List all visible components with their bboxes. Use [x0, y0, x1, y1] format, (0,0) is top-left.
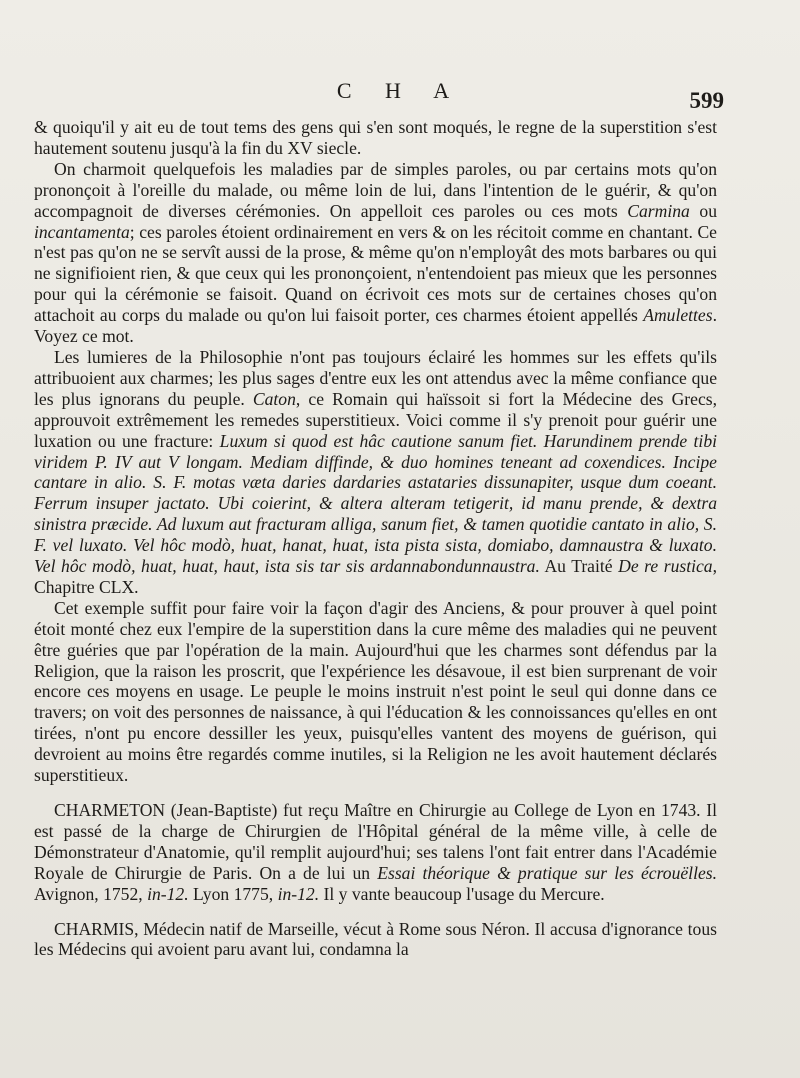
text-run: Au Traité: [539, 556, 619, 577]
work-title: De re rustica: [618, 556, 713, 577]
text-run: , ce Romain qui haïssoit si fort la Médecine des Grecs, approuvoit extrêmement les remedes superstitieux. Voici comme il s'y prenoit pour guérir une luxation ou une fracture:: [34, 388, 718, 451]
term-carmina: Carmina: [627, 200, 690, 221]
format: in-12.: [277, 883, 320, 904]
text-run: Il y vante beaucoup l'usage du Mercure.: [319, 883, 605, 904]
entry-charmeton: [34, 800, 717, 905]
text-run: ; ces paroles étoient ordinairement en vers & on les récitoit comme en chantant. Ce n'est pas qu'on ne se servît aussi de la prose, & même qu'on n'employât des mots barbares ou qui ne signifioient rien, & que ceux qui les prononçoient, n'entendoient pas mieux que les personnes pour qui la cérémonie se faisoit. Quand on écrivoit ces mots sur de certaines choses qu'on attachoit au corps du malade ou qu'on lui faisoit porter, ces charmes étoient appellés: [34, 221, 717, 326]
page-number: 599: [689, 88, 724, 113]
page-header: [0, 78, 800, 113]
name-caton: Caton: [252, 388, 296, 409]
paragraph-charms-words: [34, 159, 717, 347]
text-run: Les lumieres de la Philosophie n'ont pas toujours éclairé les hommes sur les effets qu'ils attribuoient aux charmes; les plus sages d'entre eux les ont attendus avec la même confiance que les plus ignorans du peuple.: [34, 346, 717, 409]
text-run: . Voyez ce mot.: [34, 305, 717, 347]
text-run: CHARMETON (Jean-Baptiste) fut reçu Maître en Chirurgie au College de Lyon en 1743. Il est passé de la charge de Chirurgien de l'Hôpital général de la même ville, à celle de Démonstrateur d'Anatomie, qu'il remplit aujourd'hui; ses talens l'ont fait entrer dans l'Académie Royale de Chirurgie de Paris. On a de lui un: [34, 800, 717, 883]
paragraph-superstition: Cet exemple suffit pour faire voir la façon d'agir des Anciens, & pour prouver à quel point étoit monté chez eux l'empire de la superstition dans la cure même des maladies qui ne peuvent être guéries que par l'opération de la main. Aujourd'hui que les charmes sont défendus par la Religion, que la raison les proscrit, que l'expérience les désavoue, il est bien surprenant de voir encore ces moyens en usage. Le peuple le moins instruit n'est point le seul qui donne dans ce travers; on voit des personnes de naissance, à qui l'éducation & les connoissances qu'elles en ont tirées, n'ont pu encore dessiller les yeux, puisqu'elles vantent des moyens de guérison, qui devroient au moins être regardés comme inutiles, si la Religion ne les avoit hautement déclarés superstitieux.: [34, 597, 717, 786]
text-run: Avignon, 1752,: [34, 883, 148, 904]
page-body: [34, 117, 717, 960]
work-title: Essai théorique & pratique sur les écrouëlles.: [377, 862, 718, 883]
paragraph-continuation: & quoiqu'il y ait eu de tout tems des gens qui s'en sont moqués, le regne de la superstition s'est hautement soutenu jusqu'à la fin du XV siecle.: [34, 117, 717, 158]
text-run: On charmoit quelquefois les maladies par de simples paroles, ou par certains mots qu'on prononçoit à l'oreille du malade, ou même loin de lui, dans l'intention de le guérir, & qu'on accompagnoit de diverses cérémonies. On appelloit ces paroles ou ces mots: [34, 158, 717, 221]
text-run: ou: [689, 200, 717, 221]
latin-quotation: Luxum si quod est hâc cautione sanum fiet. Harundinem prende tibi viridem P. IV aut V longam. Mediam diffinde, & duo homines teneant ad coxendices. Incipe cantare in alio. S. F. motas væta daries dardaries astataries dissunapiter, usque dum coeant. Ferrum insuper jactato. Ubi coierint, & altera alteram tetigerit, id manu prende, & dextra sinistra præcide. Ad luxum aut fracturam alliga, sanum fiet, & tamen quotidie cantato in alio, S. F. vel luxato. Vel hôc modò, huat, hanat, huat, ista pista sista, domiabo, damnaustra & luxato. Vel hôc modò, huat, huat, haut, ista sis tar sis ardannabondunnaustra.: [34, 430, 718, 577]
format: in-12.: [147, 883, 189, 904]
paragraph-caton-remedy: [34, 347, 717, 598]
text-run: , Chapitre CLX.: [34, 556, 718, 597]
term-amulettes: Amulettes: [643, 305, 713, 326]
text-run: Lyon 1775,: [188, 883, 278, 904]
entry-charmis: CHARMIS, Médecin natif de Marseille, vécut à Rome sous Néron. Il accusa d'ignorance tous les Médecins qui avoient paru avant lui, condamna la: [34, 918, 717, 960]
term-incantamenta: incantamenta: [34, 221, 130, 242]
running-head: C H A: [336, 78, 464, 103]
